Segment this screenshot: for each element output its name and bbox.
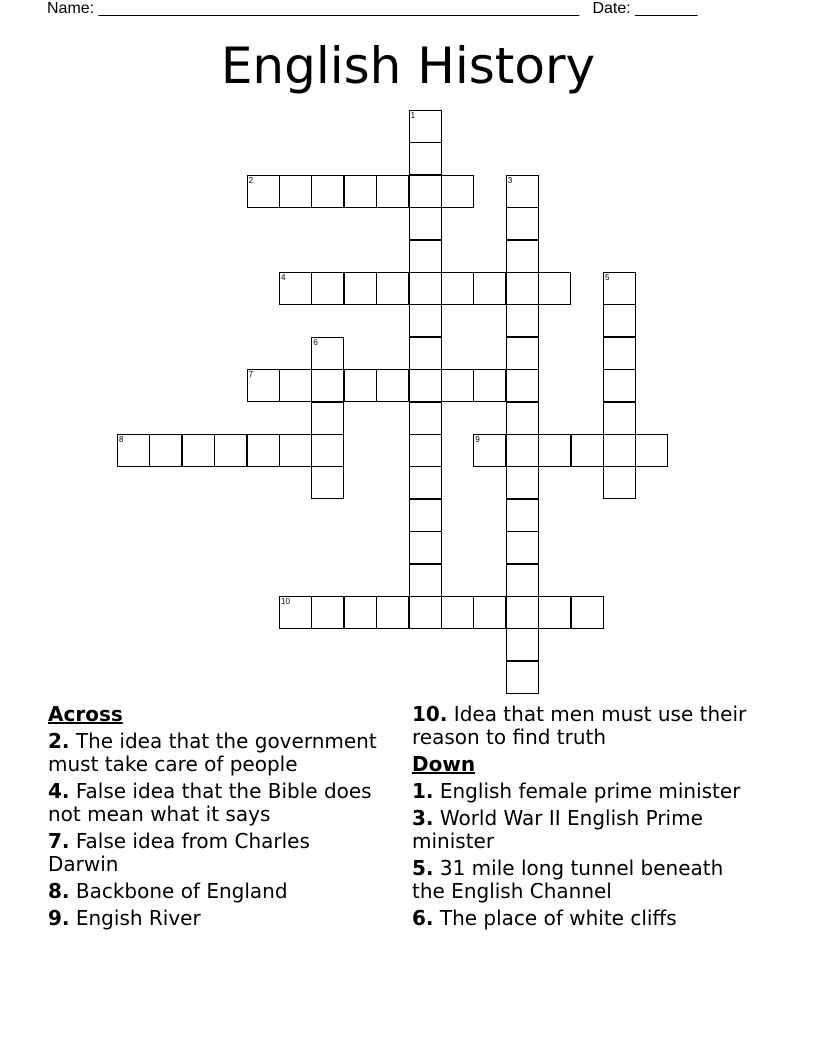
grid-cell[interactable] xyxy=(409,564,442,597)
grid-cell[interactable] xyxy=(603,402,636,435)
header-line xyxy=(47,0,697,19)
across-clue-2 xyxy=(48,730,383,776)
grid-cell[interactable] xyxy=(506,272,539,305)
clue-text: Backbone of England xyxy=(69,879,288,903)
grid-cell[interactable] xyxy=(603,272,636,305)
grid-cell[interactable] xyxy=(506,337,539,370)
grid-cell[interactable] xyxy=(473,272,506,305)
across-clue-4 xyxy=(48,780,383,826)
clue-number: 3. xyxy=(412,806,434,830)
grid-cell[interactable] xyxy=(376,175,409,208)
grid-cell[interactable] xyxy=(311,175,344,208)
grid-cell[interactable] xyxy=(506,304,539,337)
grid-cell[interactable] xyxy=(311,272,344,305)
grid-cell[interactable] xyxy=(376,369,409,402)
across-clue-7 xyxy=(48,830,383,876)
grid-cell[interactable] xyxy=(279,369,312,402)
grid-cell[interactable] xyxy=(344,596,377,629)
clue-text: Idea that men must use their reason to find truth xyxy=(412,702,747,749)
grid-cell[interactable] xyxy=(409,304,442,337)
grid-cell[interactable] xyxy=(344,369,377,402)
clue-number: 4. xyxy=(48,779,70,803)
clue-number-label: 6 xyxy=(313,337,318,347)
grid-cell[interactable] xyxy=(538,272,571,305)
grid-cell[interactable] xyxy=(247,175,280,208)
clue-number: 6. xyxy=(412,906,434,930)
grid-cell[interactable] xyxy=(603,434,636,467)
grid-cell[interactable] xyxy=(409,272,442,305)
grid-cell[interactable] xyxy=(279,596,312,629)
grid-cell[interactable] xyxy=(603,304,636,337)
clue-number-label: 5 xyxy=(605,273,610,282)
clue-text: False idea from Charles Darwin xyxy=(48,829,310,876)
grid-cell[interactable] xyxy=(538,434,571,467)
grid-cell[interactable] xyxy=(506,564,539,597)
grid-cell[interactable] xyxy=(506,175,539,208)
grid-cell[interactable] xyxy=(506,628,539,661)
grid-cell[interactable] xyxy=(376,596,409,629)
clue-text: False idea that the Bible does not mean what it says xyxy=(48,779,372,826)
grid-cell[interactable] xyxy=(311,402,344,435)
down-heading: Down xyxy=(412,752,476,776)
down-clue-3 xyxy=(412,807,752,853)
clue-text: 31 mile long tunnel beneath the English Channel xyxy=(412,856,724,903)
clue-number-label: 8 xyxy=(119,435,124,444)
grid-cell[interactable] xyxy=(214,434,247,467)
clue-text: World War II English Prime minister xyxy=(412,806,703,853)
grid-cell[interactable] xyxy=(311,369,344,402)
grid-cell[interactable] xyxy=(409,499,442,532)
clue-number: 9. xyxy=(48,906,70,930)
grid-cell[interactable] xyxy=(506,499,539,532)
grid-cell[interactable] xyxy=(247,369,280,402)
grid-cell[interactable] xyxy=(409,531,442,564)
grid-cell[interactable] xyxy=(506,434,539,467)
grid-cell[interactable] xyxy=(311,596,344,629)
grid-cell[interactable] xyxy=(441,369,474,402)
grid-cell[interactable] xyxy=(409,402,442,435)
grid-cell[interactable] xyxy=(247,434,280,467)
grid-cell[interactable] xyxy=(376,272,409,305)
grid-cell[interactable] xyxy=(506,661,539,694)
grid-cell[interactable] xyxy=(603,466,636,499)
clues-column-right xyxy=(412,703,752,934)
grid-cell[interactable] xyxy=(409,175,442,208)
grid-cell[interactable] xyxy=(441,175,474,208)
date-label: Date: xyxy=(592,0,631,17)
grid-cell[interactable] xyxy=(506,466,539,499)
across-clue-9 xyxy=(48,907,383,930)
clue-text: The idea that the government must take care of people xyxy=(48,729,377,776)
grid-cell[interactable] xyxy=(506,531,539,564)
down-clue-5 xyxy=(412,857,752,903)
grid-cell[interactable] xyxy=(473,369,506,402)
grid-cell[interactable] xyxy=(409,466,442,499)
grid-cell[interactable] xyxy=(311,434,344,467)
grid-cell[interactable] xyxy=(279,175,312,208)
grid-cell[interactable] xyxy=(506,369,539,402)
grid-cell[interactable] xyxy=(311,466,344,499)
clue-text: English female prime minister xyxy=(433,779,741,803)
across-clue-10 xyxy=(412,703,752,749)
clue-number-label: 10 xyxy=(281,597,290,606)
clue-number-label: 7 xyxy=(248,370,254,380)
grid-cell[interactable] xyxy=(473,596,506,629)
grid-cell[interactable] xyxy=(279,434,312,467)
down-clue-6 xyxy=(412,907,752,930)
grid-cell[interactable] xyxy=(409,110,442,143)
clue-number-label: 9 xyxy=(475,435,480,444)
down-clue-1 xyxy=(412,780,752,803)
grid-cell[interactable] xyxy=(117,434,150,467)
grid-cell[interactable] xyxy=(409,207,442,240)
clue-number: 1. xyxy=(412,779,434,803)
clue-number-label: 1 xyxy=(410,111,416,120)
clue-number-label: 2 xyxy=(248,175,254,185)
date-blank[interactable]: _______ xyxy=(635,0,698,17)
across-clue-8 xyxy=(48,880,383,903)
across-heading: Across xyxy=(48,702,123,726)
name-label: Name: xyxy=(47,0,95,17)
grid-cell[interactable] xyxy=(409,142,442,175)
grid-cell[interactable] xyxy=(344,272,377,305)
clue-number: 5. xyxy=(412,856,434,880)
grid-cell[interactable] xyxy=(571,434,604,467)
grid-cell[interactable] xyxy=(409,240,442,273)
grid-cell[interactable] xyxy=(149,434,182,467)
grid-cell[interactable] xyxy=(473,434,506,467)
grid-cell[interactable] xyxy=(506,402,539,435)
clue-text: The place of white cliffs xyxy=(433,906,677,930)
grid-cell[interactable] xyxy=(603,369,636,402)
grid-cell[interactable] xyxy=(538,596,571,629)
clue-text: Engish River xyxy=(69,906,201,930)
page-title: English History xyxy=(220,37,596,95)
grid-cell[interactable] xyxy=(409,337,442,370)
grid-cell[interactable] xyxy=(279,272,312,305)
clue-number-label: 4 xyxy=(281,273,286,282)
grid-cell[interactable] xyxy=(571,596,604,629)
clue-number: 8. xyxy=(48,879,70,903)
clue-number-label: 3 xyxy=(507,175,513,185)
grid-cell[interactable] xyxy=(506,207,539,240)
grid-cell[interactable] xyxy=(311,337,344,370)
grid-cell[interactable] xyxy=(506,240,539,273)
grid-cell[interactable] xyxy=(441,272,474,305)
grid-cell[interactable] xyxy=(409,369,442,402)
grid-cell[interactable] xyxy=(182,434,215,467)
clues-column-left xyxy=(48,703,383,934)
grid-cell[interactable] xyxy=(635,434,668,467)
grid-cell[interactable] xyxy=(409,596,442,629)
clue-number: 10. xyxy=(412,702,448,726)
grid-cell[interactable] xyxy=(603,337,636,370)
grid-cell[interactable] xyxy=(344,175,377,208)
clue-number: 2. xyxy=(48,729,70,753)
grid-cell[interactable] xyxy=(506,596,539,629)
grid-cell[interactable] xyxy=(409,434,442,467)
name-blank[interactable]: ______________________________________________________ xyxy=(98,0,580,17)
grid-cell[interactable] xyxy=(441,596,474,629)
clue-number: 7. xyxy=(48,829,70,853)
